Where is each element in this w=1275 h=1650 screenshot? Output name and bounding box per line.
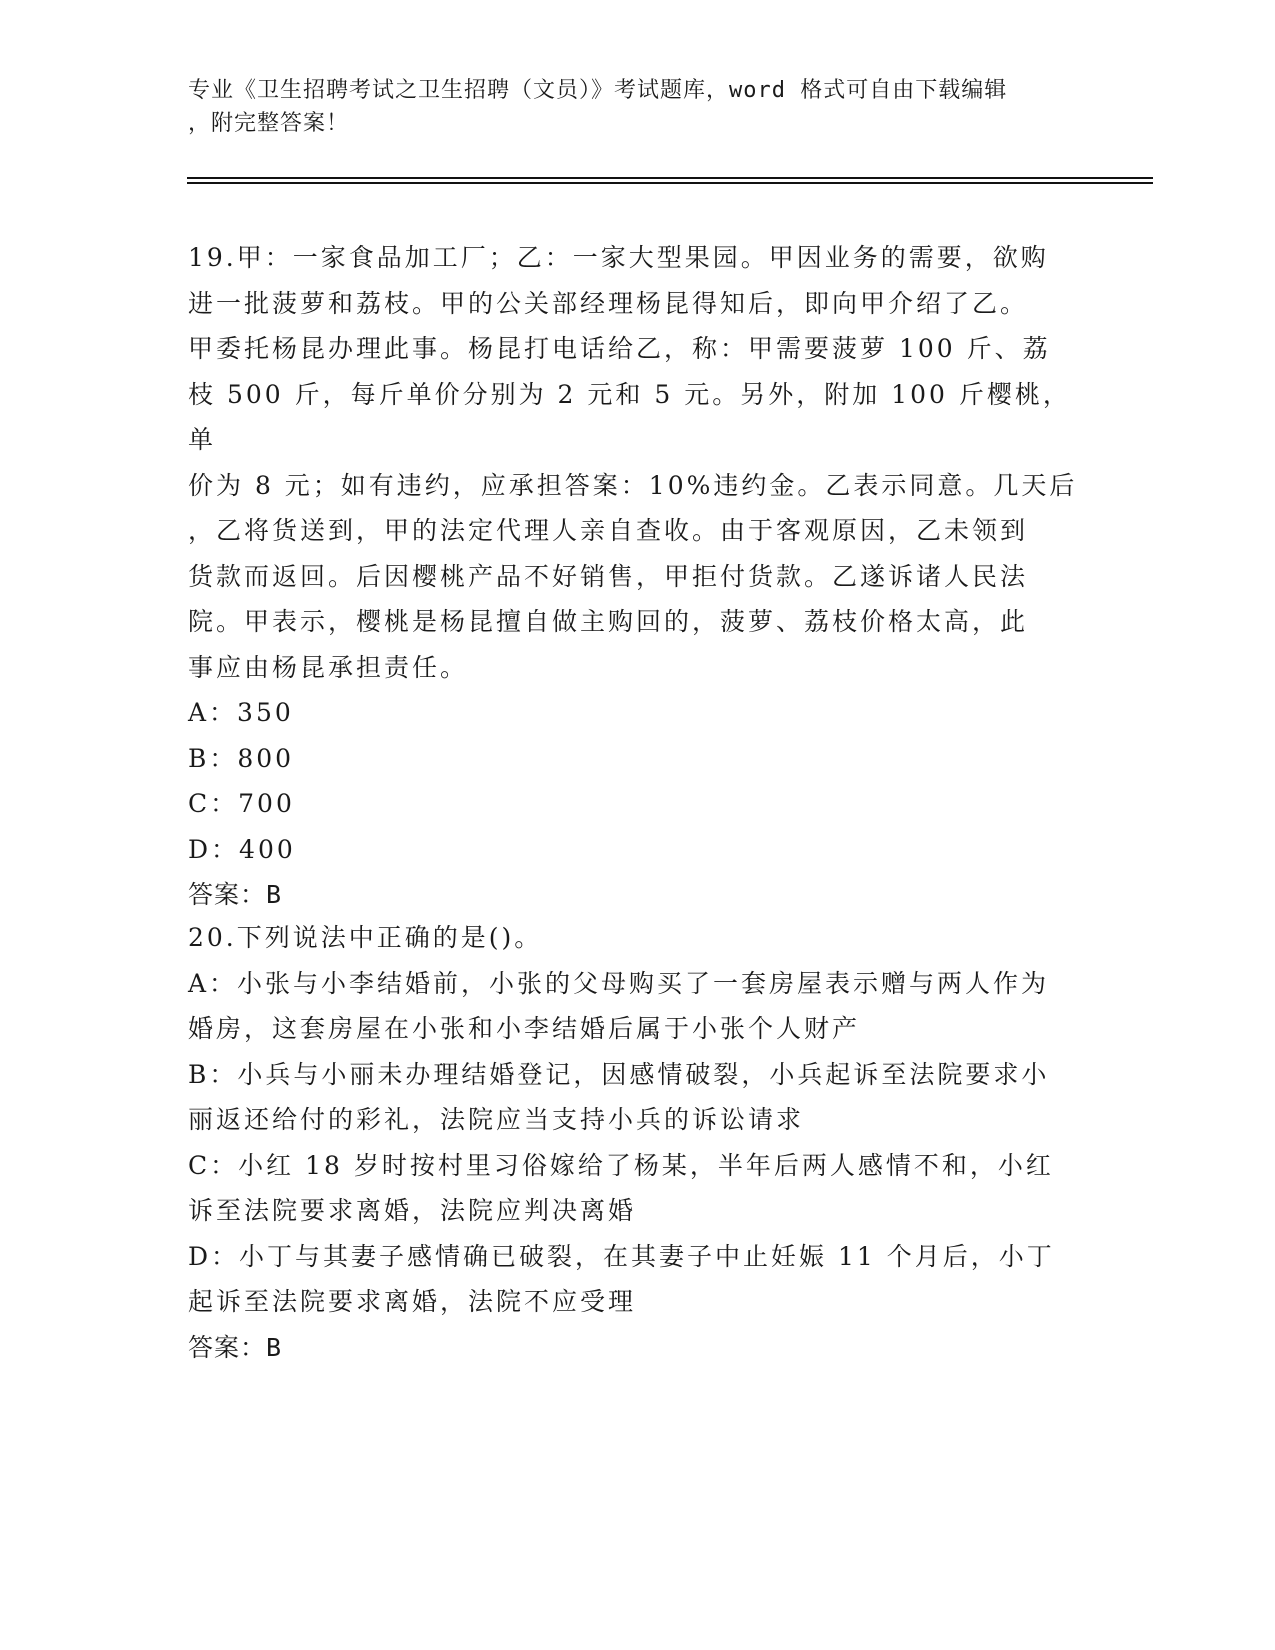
option-b: B：800 [188,743,295,773]
option-d: D：400 [188,834,296,864]
document-header [188,74,1068,140]
option-line: 诉至法院要求离婚，法院应判决离婚 [188,1196,637,1225]
option-line: A：小张与小李结婚前，小张的父母购买了一套房屋表示赠与两人作为 [188,968,1050,998]
question-stem-line: 20.下列说法中正确的是()。 [188,923,543,952]
question-stem-line: 院。甲表示，樱桃是杨昆擅自做主购回的，菠萝、荔枝价格太高，此 [188,607,1029,636]
question-stem-line: 事应由杨昆承担责任。 [188,652,469,682]
header-divider-bottom [187,182,1153,184]
question-stem-line: 货款而返回。后因樱桃产品不好销售，甲拒付货款。乙遂诉诸人民法 [188,561,1029,591]
question-stem-line: 19.甲：一家食品加工厂；乙：一家大型果园。甲因业务的需要，欲购 [188,243,1049,272]
header-divider-top [187,177,1153,179]
option-line: C：小红 18 岁时按村里习俗嫁给了杨某，半年后两人感情不和，小红 [188,1150,1054,1180]
option-a: A：350 [188,698,294,727]
option-line: D：小丁与其妻子感情确已破裂，在其妻子中止妊娠 11 个月后，小丁 [188,1241,1055,1271]
question-stem-line: 价为 8 元；如有违约，应承担答案：10%违约金。乙表示同意。几天后 [188,470,1078,500]
question-20 [188,915,1088,1370]
question-stem-line: ，乙将货送到，甲的法定代理人亲自查收。由于客观原因，乙未领到 [188,516,1029,545]
question-stem-line: 枝 500 斤，每斤单价分别为 2 元和 5 元。另外，附加 100 斤樱桃，单 [188,379,1071,454]
option-c: C：700 [188,789,295,818]
option-line: 婚房，这套房屋在小张和小李结婚后属于小张个人财产 [188,1014,861,1043]
answer-line: 答案：B [188,1332,283,1362]
option-line: 起诉至法院要求离婚，法院不应受理 [188,1287,637,1316]
question-19 [188,235,1088,918]
option-line: 丽返还给付的彩礼，法院应当支持小兵的诉讼请求 [188,1105,805,1134]
header-line-2: ，附完整答案！ [188,111,350,136]
question-stem-line: 甲委托杨昆办理此事。杨昆打电话给乙，称：甲需要菠萝 100 斤、荔 [188,334,1051,363]
header-line-1: 专业《卫生招聘考试之卫生招聘（文员）》考试题库，word 格式可自由下载编辑 [188,78,1008,103]
option-line: B：小兵与小丽未办理结婚登记，因感情破裂，小兵起诉至法院要求小 [188,1059,1050,1089]
answer-line: 答案：B [188,880,283,909]
question-stem-line: 进一批菠萝和荔枝。甲的公关部经理杨昆得知后，即向甲介绍了乙。 [188,288,1029,318]
